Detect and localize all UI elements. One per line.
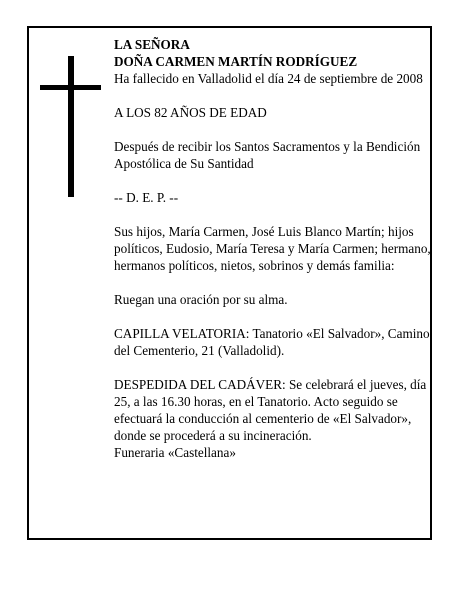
death-notice: Ha fallecido en Valladolid el día 24 de septiembre de 2008 — [114, 71, 423, 86]
funeral-home-line: Funeraria «Castellana» — [114, 445, 236, 460]
rip-line: -- D. E. P. -- — [114, 190, 179, 205]
age-line: A LOS 82 AÑOS DE EDAD — [114, 105, 267, 120]
sacraments-line: Después de recibir los Santos Sacramentos y la Bendición Apostólica de Su Santidad — [114, 139, 421, 171]
cross-icon — [68, 56, 74, 197]
family-line: Sus hijos, María Carmen, José Luis Blanco Martín; hijos políticos, Eudosio, María Teresa y María Carmen; hermano, hermanos políticos, nietos, sobrinos y demás familia: — [114, 224, 431, 273]
prayer-line: Ruegan una oración por su alma. — [114, 292, 288, 307]
obituary-text — [114, 36, 436, 461]
heading-line1: LA SEÑORA — [114, 37, 190, 52]
chapel-line: CAPILLA VELATORIA: Tanatorio «El Salvador», Camino del Cementerio, 21 (Valladolid). — [114, 326, 430, 358]
heading-line2: DOÑA CARMEN MARTÍN RODRÍGUEZ — [114, 54, 358, 69]
farewell-line: DESPEDIDA DEL CADÁVER: Se celebrará el jueves, día 25, a las 16.30 horas, en el Tanatorio. Acto seguido se efectuará la conducción al cementerio de «El Salvador», donde se procederá a su incineración. — [114, 377, 427, 443]
cross-icon-bar — [40, 85, 101, 90]
